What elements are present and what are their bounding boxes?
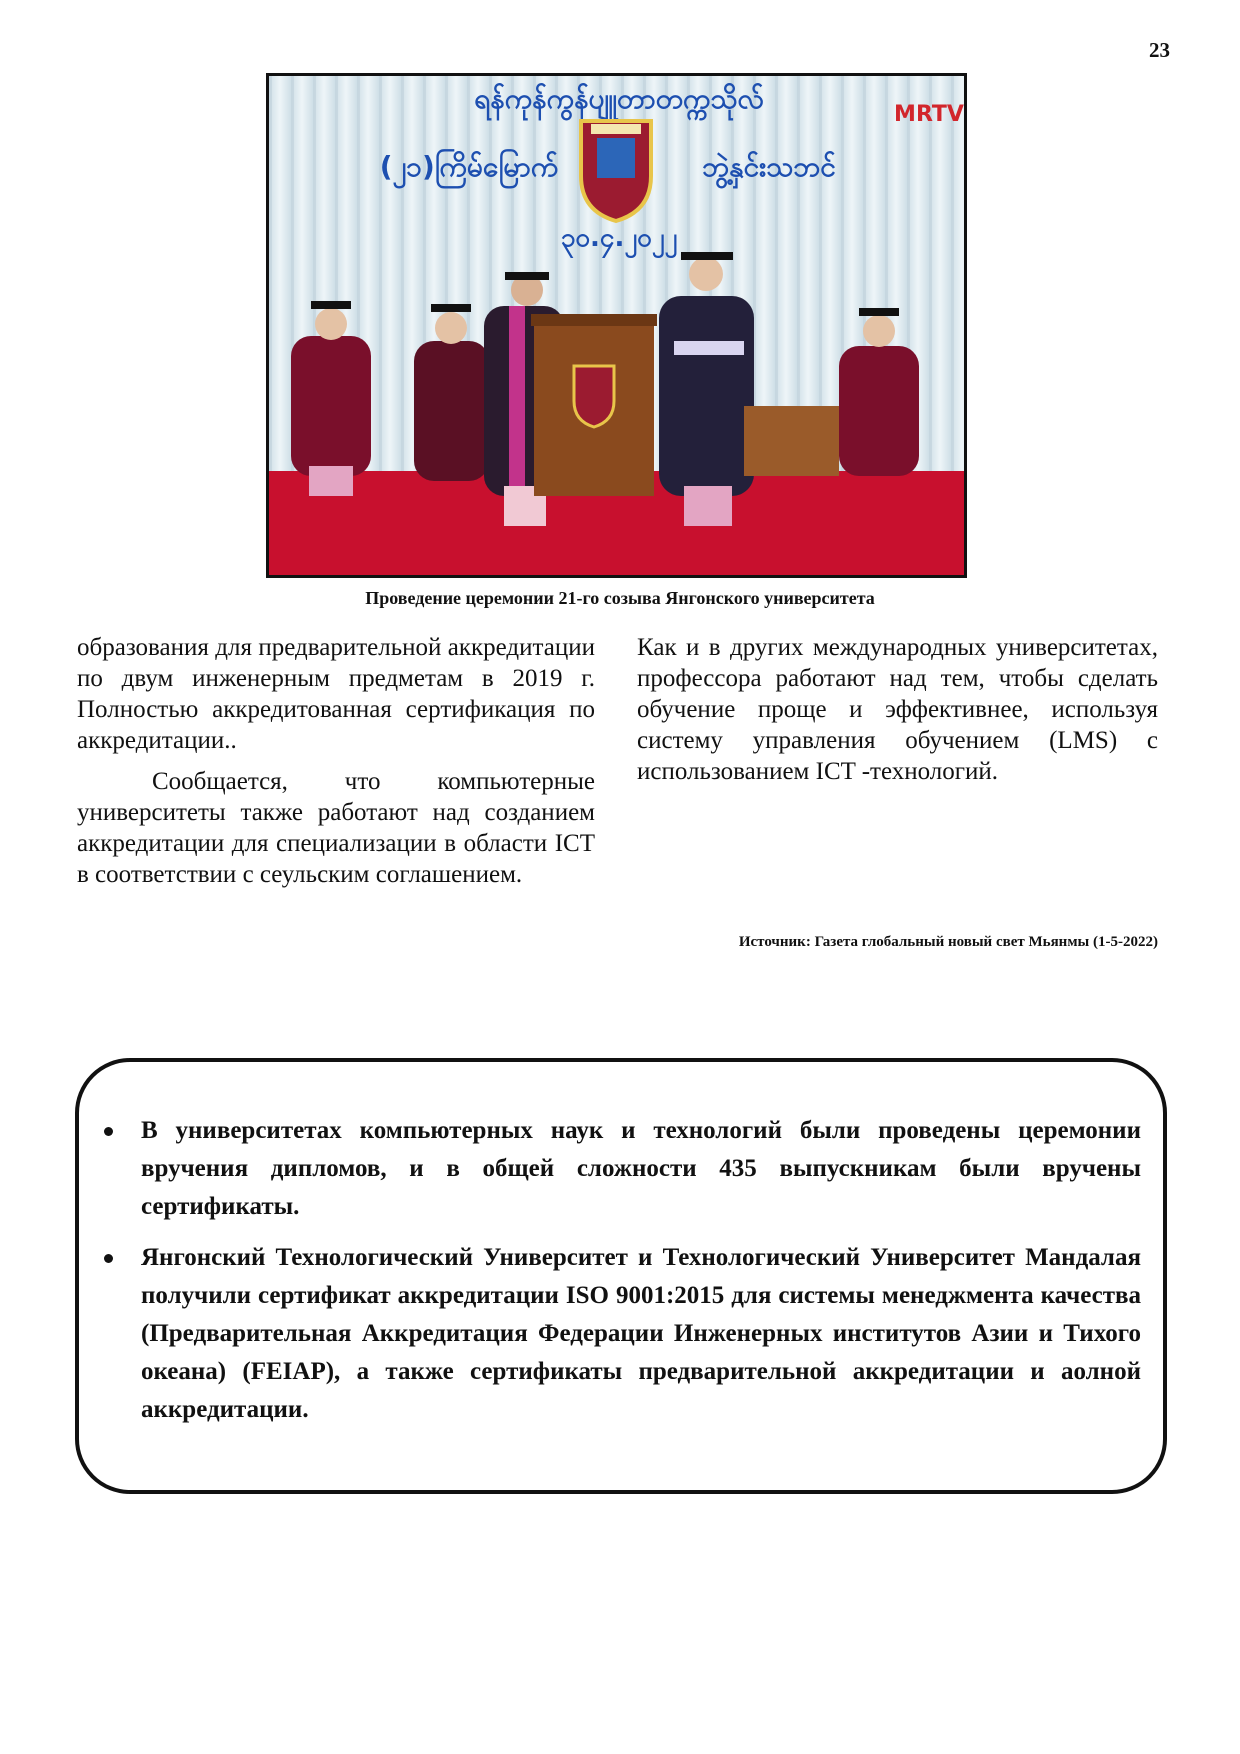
left-column <box>77 632 595 890</box>
podium <box>531 314 657 496</box>
university-crest <box>581 121 651 221</box>
bullet-dot-icon <box>104 1254 113 1263</box>
bullet-dot-icon <box>104 1127 113 1136</box>
summary-box <box>75 1058 1167 1494</box>
left-paragraph-1: образования для предварительной аккредитации по двум инженерным предметам в 2019 г. Полностью аккредитованная сертификация по аккредитации.. <box>77 634 595 754</box>
ceremony-illustration <box>269 76 964 575</box>
wooden-chair <box>744 406 839 476</box>
banner-line-1: ရန်ကုန်ကွန်ပျူတာတက္ကသိုလ် <box>474 82 764 115</box>
left-paragraph-2: Сообщается, что компьютерные университеты также работают над созданием аккредитации для специализации в области ICT в соответствии с сеульским соглашением. <box>77 768 595 888</box>
right-paragraph-1: Как и в других международных университетах, профессора работают над тем, чтобы сделать обучение проще и эффективнее, используя систему управления обучением (LMS) с использованием ICT -технологий. <box>637 634 1158 785</box>
channel-logo: MRTV <box>894 102 964 127</box>
banner-line-2-right: ဘွဲ့နှင်းသဘင် <box>702 150 836 183</box>
summary-bullet-text: В университетах компьютерных наук и технологий были проведены церемонии вручения дипломов, и в общей сложности 435 выпускникам были вручены сертификаты. <box>141 1117 1141 1220</box>
page-number: 23 <box>1149 38 1170 62</box>
banner-line-2-left: (၂၁)ကြိမ်မြောက် <box>379 150 559 183</box>
summary-bullet <box>141 1239 1141 1429</box>
summary-bullet <box>141 1112 1141 1226</box>
right-column <box>637 632 1158 787</box>
banner-date: ၃၀.၄.၂၀၂၂ <box>560 223 678 253</box>
source-note: Источник: Газета глобальный новый свет Мьянмы (1-5-2022) <box>738 934 1158 950</box>
summary-bullet-text: Янгонский Технологический Университет и Технологический Университет Мандалая получили сертификат аккредитации ISO 9001:2015 для системы менеджмента качества (Предварительная Аккредитация Федерации Инженерных институтов Азии и Тихого океана) (FEIAP), а также сертификаты предварительной аккредитации и аолной аккредитации. <box>141 1244 1141 1423</box>
photo-caption: Проведение церемонии 21-го созыва Янгонского университета <box>365 588 875 608</box>
ceremony-photo <box>266 73 967 578</box>
